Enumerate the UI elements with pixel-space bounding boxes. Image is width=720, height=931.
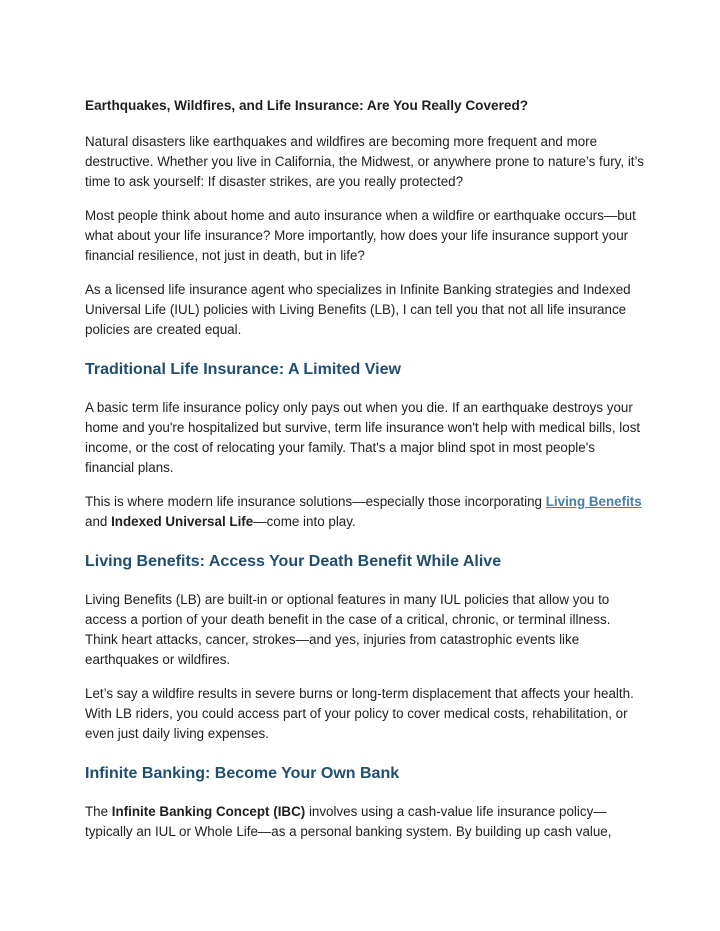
intro-paragraph-2: Most people think about home and auto insurance when a wildfire or earthquake occurs—but what about your life insurance? More importantly, how does your life insurance support your financial resilience, not just in death, but in life? [85, 208, 636, 263]
intro-paragraph-1: Natural disasters like earthquakes and wildfires are becoming more frequent and more destructive. Whether you live in California, the Midwest, or anywhere prone to nature’s fury, it’s time to ask yourself: If disaster strikes, are you really protected? [85, 134, 644, 189]
section-heading-infinite-banking: Infinite Banking: Become Your Own Bank [85, 765, 400, 782]
indexed-universal-life-bold: Indexed Universal Life [111, 514, 254, 529]
living-benefits-paragraph-1: Living Benefits (LB) are built-in or optional features in many IUL policies that allow you to access a portion of your death benefit in the case of a critical, chronic, or terminal illness. Think heart attacks, cancer, strokes—and yes, injuries from catastrophic events like earthquakes or wildfires. [85, 592, 611, 667]
living-benefits-link[interactable]: Living Benefits [545, 494, 642, 509]
traditional-life-paragraph-1: A basic term life insurance policy only pays out when you die. If an earthquake destroys your home and you're hospitalized but survive, term life insurance won't help with medical bills, lost income, or the cost of relocating your family. That's a major blind spot in most people's financial plans. [85, 400, 641, 475]
infinite-banking-paragraph-1 [85, 802, 645, 842]
paragraph-text: and [85, 514, 112, 529]
living-benefits-paragraph-2: Let’s say a wildfire results in severe burns or long-term displacement that affects your health. With LB riders, you could access part of your policy to cover medical costs, rehabilitation, or even just daily living expenses. [85, 686, 634, 741]
paragraph-text: This is where modern life insurance solutions—especially those incorporating [85, 494, 546, 509]
section-heading-traditional-life: Traditional Life Insurance: A Limited View [85, 361, 401, 378]
document-page [85, 96, 645, 856]
intro-paragraph-3: As a licensed life insurance agent who specializes in Infinite Banking strategies and Indexed Universal Life (IUL) policies with Living Benefits (LB), I can tell you that not all life insurance policies are created equal. [85, 282, 631, 337]
paragraph-text: The [85, 804, 112, 819]
paragraph-text: involves using a cash-value life insurance policy—typically an IUL or Whole Life—as a personal banking system. By building up cash value, [85, 804, 612, 839]
infinite-banking-concept-bold: Infinite Banking Concept (IBC) [111, 804, 306, 819]
document-title: Earthquakes, Wildfires, and Life Insurance: Are You Really Covered? [85, 98, 529, 113]
section-heading-living-benefits: Living Benefits: Access Your Death Benefit While Alive [85, 553, 502, 570]
paragraph-text: —come into play. [253, 514, 356, 529]
traditional-life-paragraph-2 [85, 492, 645, 532]
